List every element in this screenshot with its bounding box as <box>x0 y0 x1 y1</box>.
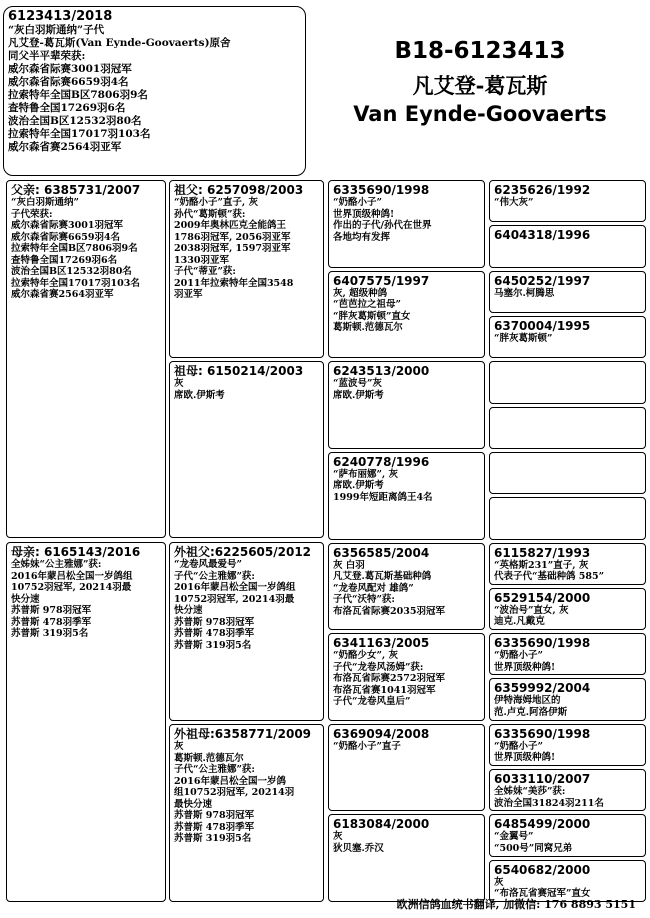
gen4-line: 灰 <box>494 876 504 888</box>
sire-line: 威尔森省际赛6659羽4名 <box>11 231 121 243</box>
dam-dam-line: 苏普斯 319羽5名 <box>174 833 252 844</box>
gen3-box <box>328 180 485 268</box>
gen4-line: 全姊妹“美莎”获: <box>494 786 566 798</box>
sire-sire-line: 1786羽冠军, 2056羽亚军 <box>174 231 291 243</box>
sire-dam-id: 祖母: 6150214/2003 <box>174 364 304 378</box>
gen3-id: 6335690/1998 <box>333 183 430 197</box>
gen3-line: “龙卷风配对 雄鸽” <box>333 582 414 594</box>
gen4-box <box>489 316 646 358</box>
gen3-line: 作出的子代/孙代在世界 <box>333 220 432 231</box>
gen3-id: 6240778/1996 <box>333 454 430 469</box>
gen3-line: “奶酪小子”直子 <box>333 740 401 752</box>
gen3-box <box>328 543 485 631</box>
dam-sire-id: 外祖父:6225605/2012 <box>174 545 312 559</box>
sire-line: 子代荣获: <box>11 208 53 220</box>
gen3-line: “胖灰葛斯顿”直女 <box>333 310 411 322</box>
sire-line: 波治全国B区12532羽80名 <box>11 266 132 277</box>
dam-line: 10752羽冠军, 20214羽最 <box>11 582 132 593</box>
gen4-id: 6404318/1996 <box>494 228 591 243</box>
gen4-id: 6485499/2000 <box>494 817 591 832</box>
gen4-box <box>489 678 646 720</box>
gen4-line: 代表子代“基础种鸽 585” <box>494 571 605 582</box>
dam-dam-line: 组10752羽冠军, 20214羽 <box>174 787 295 798</box>
dam-dam-box <box>169 724 324 902</box>
dam-dam-line: 葛斯顿.范德瓦尔 <box>174 752 244 764</box>
dam-sire-line: “龙卷风最爱号” <box>174 559 242 570</box>
gen4-line: “波治号”直女, 灰 <box>494 604 569 616</box>
dam-dam-line: 最快分速 <box>174 798 213 810</box>
sire-id: 父亲: 6385731/2007 <box>11 183 141 197</box>
gen3-box <box>328 633 485 721</box>
subject-box <box>3 6 306 176</box>
gen4-box <box>489 814 646 856</box>
title-cn: 凡艾登-葛瓦斯 <box>412 73 548 98</box>
gen4-box <box>489 361 646 403</box>
gen3-box <box>328 724 485 812</box>
gen3-line: 子代“沃特”获: <box>333 594 395 605</box>
gen4-id: 6335690/1998 <box>494 636 591 651</box>
gen4-line: 伊特海姆地区的 <box>494 695 561 707</box>
gen4-id: 6115827/1993 <box>494 545 591 560</box>
gen3-line: 席欧.伊斯考 <box>333 480 384 492</box>
gen4-line: “布洛瓦省赛冠军”直女 <box>494 888 591 900</box>
subject-line: 凡艾登-葛瓦斯(Van Eynde-Goovaerts)原舍 <box>8 37 231 49</box>
dam-line: 全姊妹“公主雅娜”获: <box>11 559 102 570</box>
gen4-line: 迪克.凡戴克 <box>494 616 545 628</box>
sire-line: 拉索特年全国B区7806羽9名 <box>11 243 138 254</box>
gen3-id: 6407575/1997 <box>333 273 430 288</box>
sire-line: 查特鲁全国17269羽6名 <box>11 254 118 266</box>
gen4-line: “伟大灰” <box>494 197 534 208</box>
dam-box <box>6 542 166 902</box>
dam-line: 苏普斯 319羽5名 <box>11 628 89 639</box>
dam-sire-line: 苏普斯 978羽冠军 <box>174 616 255 628</box>
dam-id: 母亲: 6165143/2016 <box>11 545 141 559</box>
gen4-line: 范.卢克.阿洛伊斯 <box>494 706 568 718</box>
gen3-box <box>328 271 485 359</box>
gen3-id: 6183084/2000 <box>333 817 430 832</box>
gen4-id: 6540682/2000 <box>494 862 591 877</box>
gen3-line: 世界顶级种鸽! <box>333 208 395 220</box>
gen3-line: “萨布丽娜”, 灰 <box>333 468 399 480</box>
footer-note: 欧洲信鸽血统书翻译, 加微信: 176 8893 5151 <box>396 898 636 911</box>
subject-line: 威尔森省际赛3001羽冠军 <box>8 63 132 75</box>
gen3-line: 葛斯顿.范德瓦尔 <box>333 322 403 334</box>
gen3-line: “芭芭拉之祖母” <box>333 299 401 311</box>
dam-sire-line: 10752羽冠军, 20214羽最 <box>174 593 295 605</box>
gen3-id: 6341163/2005 <box>333 636 430 651</box>
gen4-line: 波治全国31824羽211名 <box>494 797 604 809</box>
gen3-line: “奶酪小子” <box>333 197 382 208</box>
gen4-line: 世界顶级种鸽! <box>494 752 556 764</box>
gen4-box <box>489 225 646 267</box>
gen4-line: “金翼号” <box>494 831 534 843</box>
gen4-id: 6450252/1997 <box>494 273 591 288</box>
subject-line: 查特鲁全国17269羽6名 <box>8 102 126 114</box>
sire-sire-line: 2038羽冠军, 1597羽亚军 <box>174 243 291 254</box>
dam-dam-line: 苏普斯 478羽季军 <box>174 821 255 833</box>
sire-sire-line: 2011年拉索特年全国3548 <box>174 277 294 289</box>
gen4-line: “奶酪小子” <box>494 650 543 662</box>
sire-line: 威尔森省际赛3001羽冠军 <box>11 220 123 231</box>
gen3-id: 6369094/2008 <box>333 726 430 741</box>
sire-line: “灰白羽斯通纳” <box>11 197 79 208</box>
gen3-id: 6356585/2004 <box>333 545 430 560</box>
sire-sire-line: “奶酪小子”直子, 灰 <box>174 197 259 208</box>
sire-dam-box <box>169 361 324 538</box>
sire-box <box>6 180 166 538</box>
gen3-line: 凡艾登.葛瓦斯基础种鸽 <box>333 571 432 582</box>
gen3-line: “奶酪少女”, 灰 <box>333 650 399 662</box>
gen4-line: “500号”同窝兄弟 <box>494 842 573 854</box>
dam-dam-line: 苏普斯 978羽冠军 <box>174 810 255 821</box>
dam-dam-id: 外祖母:6358771/2009 <box>174 727 312 741</box>
gen4-id: 6235626/1992 <box>494 183 591 197</box>
gen4-box <box>489 724 646 766</box>
dam-sire-line: 苏普斯 478羽季军 <box>174 628 255 639</box>
dam-sire-line: 子代“公主雅娜”获: <box>174 570 255 582</box>
gen3-line: 布洛瓦省赛1041羽冠军 <box>333 684 436 696</box>
dam-dam-line: 灰 <box>174 741 184 752</box>
gen4-box <box>489 769 646 811</box>
gen3-box <box>328 452 485 540</box>
subject-line: “灰白羽斯通纳”子代 <box>8 24 105 36</box>
gen4-box <box>489 497 646 539</box>
gen3-line: “蓝波号”灰 <box>333 378 382 390</box>
subject-id: 6123413/2018 <box>8 9 113 24</box>
gen3-box <box>328 814 485 902</box>
subject-line: 同父半平辈荣获: <box>8 50 86 62</box>
gen3-line: 布洛瓦省际赛2035羽冠军 <box>333 605 445 617</box>
gen3-line: 子代“龙卷风汤姆”获: <box>333 661 424 673</box>
gen4-box <box>489 452 646 494</box>
gen4-line: “胖灰葛斯顿” <box>494 332 553 344</box>
dam-sire-line: 快分速 <box>174 605 203 616</box>
gen4-line: 世界顶级种鸽! <box>494 661 556 673</box>
gen3-line: 灰 白羽 <box>333 559 365 571</box>
gen4-id: 6370004/1995 <box>494 318 591 333</box>
dam-dam-line: 2016年蒙吕松全国一岁鸽 <box>174 775 286 787</box>
gen4-box <box>489 543 646 585</box>
subject-line: 拉索特年全国17017羽103名 <box>8 128 151 140</box>
dam-dam-line: 子代“公主雅娜”获: <box>174 764 255 775</box>
sire-sire-line: 孙代“葛斯顿”获: <box>174 208 246 220</box>
sire-sire-line: 子代“蒂亚”获: <box>174 266 236 277</box>
gen4-box <box>489 588 646 630</box>
gen4-line: 马塞尔.柯腾思 <box>494 287 555 299</box>
subject-line: 波治全国B区12532羽80名 <box>8 115 142 127</box>
dam-sire-box <box>169 542 324 721</box>
title-code: B18-6123413 <box>394 38 566 64</box>
dam-line: 苏普斯 978羽冠军 <box>11 605 92 616</box>
sire-dam-line: 席欧.伊斯考 <box>174 389 225 401</box>
dam-line: 苏普斯 478羽季军 <box>11 616 92 628</box>
sire-sire-id: 祖父: 6257098/2003 <box>174 183 304 197</box>
title-en: Van Eynde-Goovaerts <box>353 102 607 126</box>
gen3-line: 席欧.伊斯考 <box>333 389 384 401</box>
gen4-box <box>489 633 646 675</box>
dam-line: 快分速 <box>11 593 40 605</box>
sire-sire-line: 羽亚军 <box>174 289 203 300</box>
gen3-line: 灰 <box>333 831 343 843</box>
sire-sire-box <box>169 180 324 358</box>
gen3-line: 狄贝塞.乔汉 <box>333 842 384 854</box>
gen4-box <box>489 180 646 222</box>
gen4-id: 6529154/2000 <box>494 590 591 605</box>
gen4-id: 6335690/1998 <box>494 726 591 741</box>
dam-sire-line: 2016年蒙吕松全国一岁鸽组 <box>174 582 296 593</box>
gen3-id: 6243513/2000 <box>333 364 430 379</box>
gen4-line: “英格斯231”直子, 灰 <box>494 559 589 571</box>
sire-line: 拉索特年全国17017羽103名 <box>11 277 140 289</box>
gen4-id: 6033110/2007 <box>494 772 591 787</box>
gen4-line: “奶酪小子” <box>494 740 543 752</box>
gen3-line: 布洛瓦省际赛2572羽冠军 <box>333 673 445 685</box>
dam-line: 2016年蒙吕松全国一岁鸽组 <box>11 570 133 582</box>
sire-sire-line: 2009年奥林匹克全能鸽王 <box>174 220 286 231</box>
gen4-id: 6359992/2004 <box>494 681 591 696</box>
dam-sire-line: 苏普斯 319羽5名 <box>174 639 252 651</box>
gen4-box <box>489 407 646 449</box>
sire-dam-line: 灰 <box>174 378 184 389</box>
subject-line: 拉索特年全国B区7806羽9名 <box>8 89 148 101</box>
gen3-line: 子代“龙卷风皇后” <box>333 696 411 708</box>
gen3-line: 各地均有发挥 <box>333 231 391 243</box>
sire-sire-line: 1330羽亚军 <box>174 254 229 266</box>
subject-line: 威尔森省赛2564羽亚军 <box>8 141 122 153</box>
gen3-line: 1999年短距离鸽王4名 <box>333 491 433 503</box>
gen3-line: 灰, 超级种鸽 <box>333 287 388 299</box>
gen4-box <box>489 271 646 313</box>
gen3-box <box>328 361 485 449</box>
subject-line: 威尔森省际赛6659羽4名 <box>8 76 129 88</box>
sire-line: 威尔森省赛2564羽亚军 <box>11 289 114 300</box>
